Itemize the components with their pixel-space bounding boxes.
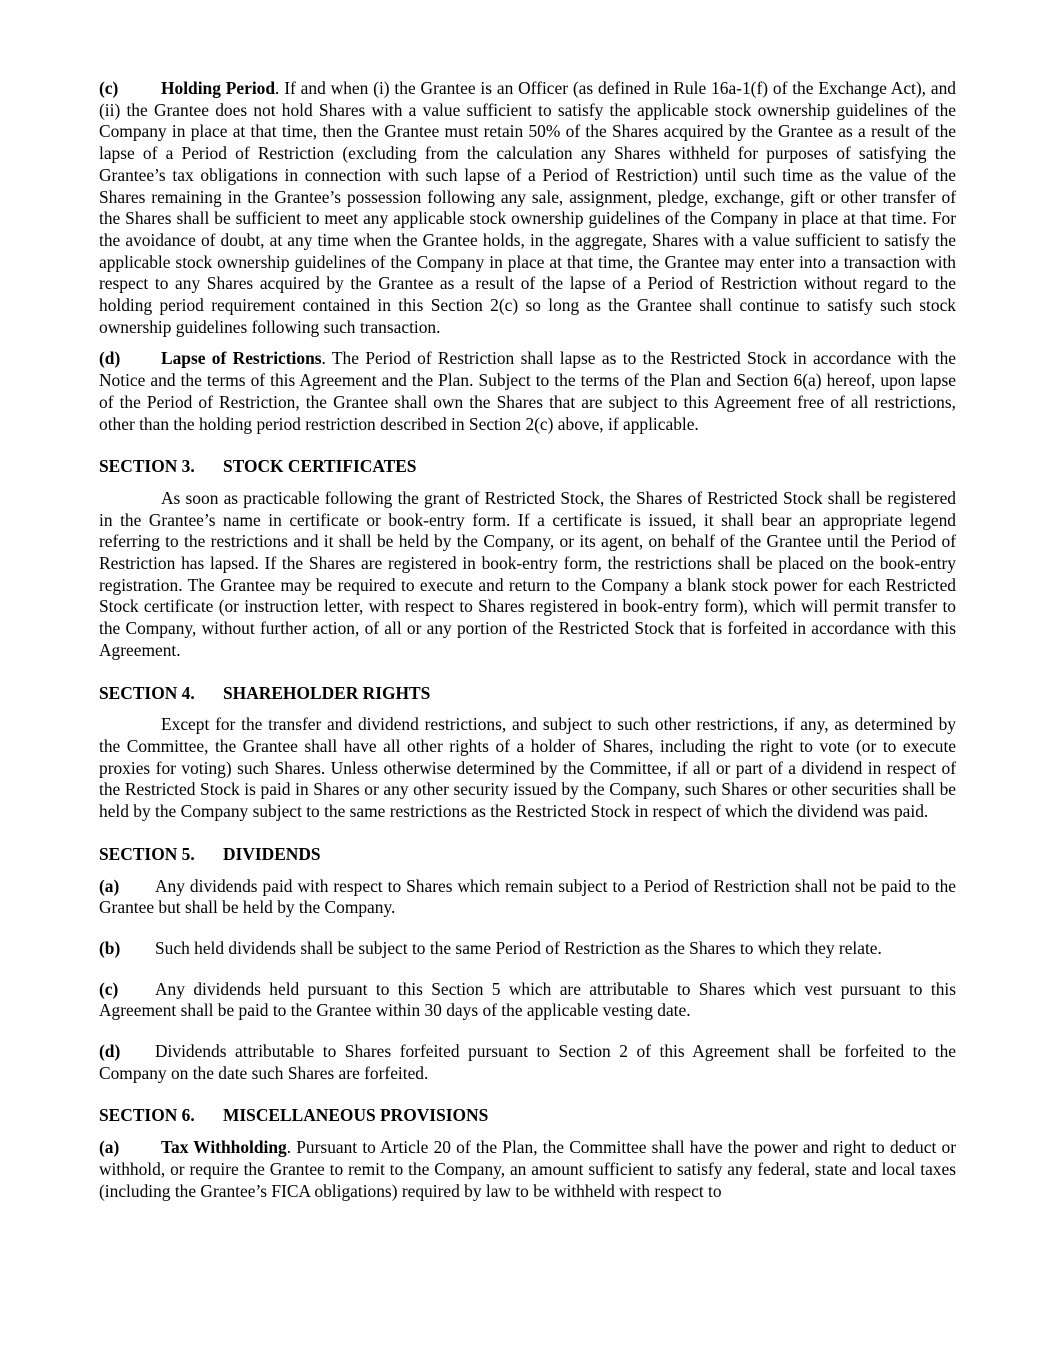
section-6-title: MISCELLANEOUS PROVISIONS <box>223 1105 489 1126</box>
section-5d-number: (d) <box>99 1041 121 1062</box>
section-2c-number: (c) <box>99 78 119 98</box>
section-2d-caption: Lapse of Restrictions <box>161 348 322 369</box>
section-5d-paragraph <box>99 1041 956 1084</box>
section-5c-text: Any dividends held pursuant to this Section 5 which are attributable to Shares which vest pursuant to this Agreement shall be paid to the Grantee within 30 days of the applicable vesting date. <box>99 978 956 1021</box>
section-6a-caption: Tax Withholding <box>161 1137 287 1158</box>
section-2c-text: . If and when (i) the Grantee is an Officer (as defined in Rule 16a-1(f) of the Exchange Act), and (ii) the Grantee does not hold Shares with a value sufficient to satisfy the applicable stock ownership guidelines of the Company in place at that time, then the Grantee must retain 50% of the Shares acquired by the Grantee as a result of the lapse of a Period of Restriction (excluding from the calculation any Shares withheld for purposes of satisfying the Grantee’s tax obligations in connection with such lapse of a Period of Restriction) until such time as the value of the Shares remaining in the Grantee’s possession following any sale, assignment, pledge, exchange, gift or other transfer of the Shares shall be sufficient to meet any applicable stock ownership guidelines of the Company in place at that time. For the avoidance of doubt, at any time when the Grantee holds, in the aggregate, Shares with a value sufficient to satisfy the applicable stock ownership guidelines of the Company in place at that time, the Grantee may enter into a transaction with respect to any Shares acquired by the Grantee as a result of the lapse of a Period of Restriction without regard to the holding period requirement contained in this Section 2(c) so long as the Grantee shall continue to satisfy such stock ownership guidelines following such transaction. <box>99 78 956 337</box>
section-5c-paragraph <box>99 979 956 1022</box>
section-6a-text: . Pursuant to Article 20 of the Plan, the Committee shall have the power and right to deduct or withhold, or require the Grantee to remit to the Company, an amount sufficient to satisfy any federal, state and local taxes (including the Grantee’s FICA obligations) required by law to be withheld with respect to <box>99 1137 956 1201</box>
section-6-heading <box>99 1105 956 1127</box>
section-5-title: DIVIDENDS <box>223 843 321 864</box>
document-page <box>99 78 956 1202</box>
section-5a-number: (a) <box>99 875 120 896</box>
section-5-number: SECTION 5. <box>99 843 195 864</box>
section-3-number: SECTION 3. <box>99 456 195 477</box>
section-6a-number: (a) <box>99 1137 120 1158</box>
section-5a-paragraph <box>99 876 956 919</box>
section-4-number: SECTION 4. <box>99 682 195 703</box>
section-5-heading <box>99 844 956 866</box>
section-6-number: SECTION 6. <box>99 1105 195 1126</box>
section-2d-paragraph <box>99 348 956 435</box>
section-4-paragraph: Except for the transfer and dividend restrictions, and subject to such other restrictions, if any, as determined by the Committee, the Grantee shall have all other rights of a holder of Shares, including the right to vote (or to execute proxies for voting) such Shares. Unless otherwise determined by the Committee, if all or part of a dividend in respect of the Restricted Stock is paid in Shares or any other security issued by the Company, such Shares or other securities shall be held by the Company subject to the same restrictions as the Restricted Stock in respect of which the dividend was paid. <box>99 714 956 822</box>
section-2d-text: . The Period of Restriction shall lapse as to the Restricted Stock in accordance with the Notice and the terms of this Agreement and the Plan. Subject to the terms of the Plan and Section 6(a) hereof, upon lapse of the Period of Restriction, the Grantee shall own the Shares that are subject to this Agreement free of all restrictions, other than the holding period restriction described in Section 2(c) above, if applicable. <box>99 348 957 434</box>
section-2c-caption: Holding Period <box>161 78 276 98</box>
section-5c-number: (c) <box>99 978 119 999</box>
section-5a-text: Any dividends paid with respect to Shares which remain subject to a Period of Restriction shall not be paid to the Grantee but shall be held by the Company. <box>99 875 956 918</box>
section-2d-number: (d) <box>99 348 121 369</box>
section-4-title: SHAREHOLDER RIGHTS <box>223 682 431 703</box>
section-3-heading <box>99 456 956 478</box>
section-5b-number: (b) <box>99 937 121 958</box>
section-3-paragraph: As soon as practicable following the grant of Restricted Stock, the Shares of Restricted Stock shall be registered in the Grantee’s name in certificate or book-entry form. If a certificate is issued, it shall bear an appropriate legend referring to the restrictions and it shall be held by the Company, or its agent, on behalf of the Grantee until the Period of Restriction has lapsed. If the Shares are registered in book-entry form, the restrictions shall be placed on the book-entry registration. The Grantee may be required to execute and return to the Company a blank stock power for each Restricted Stock certificate (or instruction letter, with respect to Shares registered in book-entry form), which will permit transfer to the Company, without further action, of all or any portion of the Restricted Stock that is forfeited in accordance with this Agreement. <box>99 487 956 660</box>
section-3-title: STOCK CERTIFICATES <box>223 456 417 477</box>
section-6a-paragraph <box>99 1137 956 1202</box>
section-5b-text: Such held dividends shall be subject to the same Period of Restriction as the Shares to which they relate. <box>155 937 882 958</box>
section-4-heading <box>99 683 956 705</box>
section-5b-paragraph <box>99 938 956 960</box>
section-2c-paragraph <box>99 78 956 338</box>
section-5d-text: Dividends attributable to Shares forfeited pursuant to Section 2 of this Agreement shall be forfeited to the Company on the date such Shares are forfeited. <box>99 1041 956 1083</box>
